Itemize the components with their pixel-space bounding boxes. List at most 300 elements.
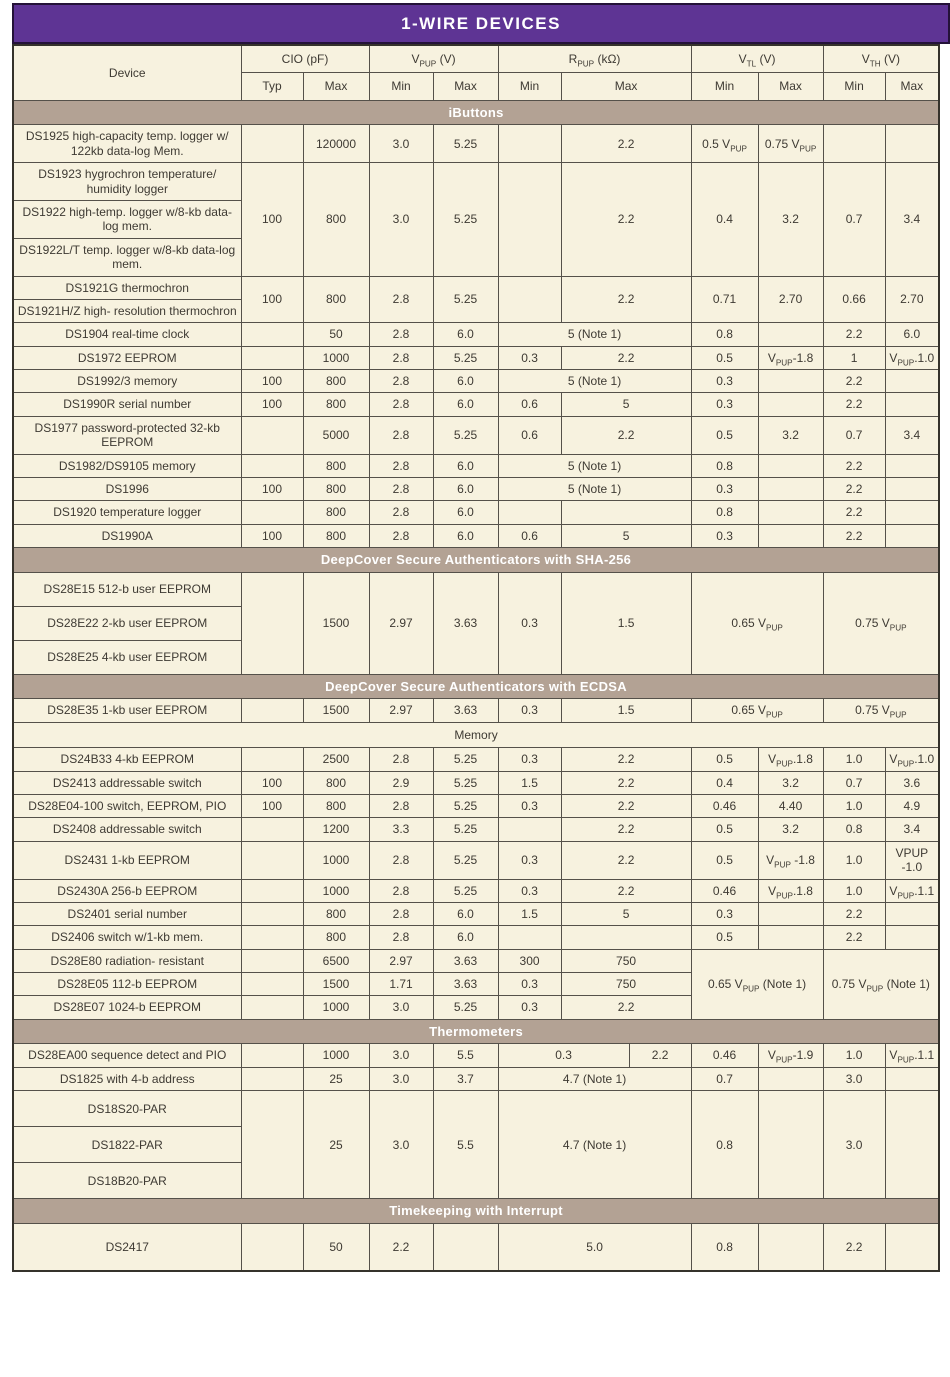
value-cell: 3.4 bbox=[885, 818, 939, 841]
section-band-row bbox=[13, 1199, 939, 1224]
value-cell: 0.8 bbox=[691, 454, 758, 477]
value-cell: 0.3 bbox=[498, 879, 561, 902]
value-cell: 2.8 bbox=[369, 276, 433, 323]
value-cell: 2.2 bbox=[823, 478, 885, 501]
value-cell: $V_{PUP}-1.8$ bbox=[758, 346, 823, 369]
value-cell: 6500 bbox=[303, 949, 369, 972]
value-cell: 5.5 bbox=[433, 1044, 498, 1067]
value-cell: 4.7 (Note 1) bbox=[498, 1067, 691, 1090]
value-cell bbox=[241, 501, 303, 524]
table-row bbox=[13, 370, 939, 393]
value-cell: 2.8 bbox=[369, 748, 433, 771]
value-cell: 120000 bbox=[303, 125, 369, 163]
value-cell: 0.5 $V_{PUP}$ bbox=[691, 125, 758, 163]
section-header: iButtons bbox=[13, 100, 939, 125]
value-cell: 5 (Note 1) bbox=[498, 323, 691, 346]
device-cell: DS2408 addressable switch bbox=[13, 818, 241, 841]
one-wire-devices-table bbox=[12, 44, 940, 1272]
value-cell: 800 bbox=[303, 478, 369, 501]
value-cell: 5.25 bbox=[433, 841, 498, 879]
value-cell: 4.9 bbox=[885, 794, 939, 817]
device-cell: DS1904 real-time clock bbox=[13, 323, 241, 346]
value-cell: 2.2 bbox=[823, 323, 885, 346]
table-row bbox=[13, 416, 939, 454]
value-cell: 1.5 bbox=[498, 902, 561, 925]
value-cell: 0.3 bbox=[498, 996, 561, 1019]
value-cell: 2.97 bbox=[369, 949, 433, 972]
value-cell: 1000 bbox=[303, 346, 369, 369]
value-cell bbox=[885, 501, 939, 524]
value-cell bbox=[758, 902, 823, 925]
value-cell: 2.8 bbox=[369, 879, 433, 902]
value-cell: 3.6 bbox=[885, 771, 939, 794]
table-row bbox=[13, 1067, 939, 1090]
value-cell: 0.8 bbox=[691, 1091, 758, 1199]
value-cell bbox=[885, 902, 939, 925]
value-cell: 100 bbox=[241, 771, 303, 794]
value-cell bbox=[758, 323, 823, 346]
value-cell: 6.0 bbox=[885, 323, 939, 346]
value-cell: 4.40 bbox=[758, 794, 823, 817]
value-cell bbox=[561, 501, 691, 524]
value-cell: 0.71 bbox=[691, 276, 758, 323]
table-row bbox=[13, 841, 939, 879]
value-cell: 2.2 bbox=[561, 748, 691, 771]
value-cell bbox=[498, 276, 561, 323]
section-band-row bbox=[13, 722, 939, 747]
value-cell bbox=[241, 1067, 303, 1090]
col-header-device: Device bbox=[13, 45, 241, 100]
section-header: DeepCover Secure Authenticators with SHA-256 bbox=[13, 548, 939, 573]
device-cell: DS28E04-100 switch, EEPROM, PIO bbox=[13, 794, 241, 817]
table-row bbox=[13, 572, 939, 606]
value-cell: 2.2 bbox=[823, 902, 885, 925]
value-cell: 3.0 bbox=[369, 163, 433, 276]
value-cell: 5.25 bbox=[433, 416, 498, 454]
device-cell: DS1825 with 4-b address bbox=[13, 1067, 241, 1090]
device-cell: DS2431 1-kb EEPROM bbox=[13, 841, 241, 879]
header-group-row bbox=[13, 45, 939, 73]
value-cell: 5 bbox=[561, 524, 691, 547]
value-cell bbox=[885, 393, 939, 416]
value-cell bbox=[561, 926, 691, 949]
value-cell bbox=[241, 973, 303, 996]
value-cell: 0.3 bbox=[498, 794, 561, 817]
value-cell: 0.65 $V_{PUP}$ bbox=[691, 572, 823, 674]
value-cell: 1.0 bbox=[823, 794, 885, 817]
col-group-cio: CIO (pF) bbox=[241, 45, 369, 73]
value-cell: 5 (Note 1) bbox=[498, 454, 691, 477]
value-cell: 5.25 bbox=[433, 794, 498, 817]
section-band-row bbox=[13, 674, 939, 699]
device-cell: DS1925 high-capacity temp. logger w/ 122kb data-log Mem. bbox=[13, 125, 241, 163]
device-cell: DS28E15 512-b user EEPROM bbox=[13, 572, 241, 606]
value-cell: 1.5 bbox=[498, 771, 561, 794]
value-cell: 800 bbox=[303, 163, 369, 276]
value-cell: 2.2 bbox=[369, 1223, 433, 1271]
value-cell bbox=[498, 125, 561, 163]
device-cell: DS28E80 radiation- resistant bbox=[13, 949, 241, 972]
value-cell: 2.2 bbox=[561, 794, 691, 817]
value-cell: 5.25 bbox=[433, 125, 498, 163]
device-cell: DS1921G thermochron bbox=[13, 276, 241, 299]
table-row bbox=[13, 276, 939, 299]
value-cell: 2.2 bbox=[561, 818, 691, 841]
table-title: 1-WIRE DEVICES bbox=[12, 3, 950, 44]
value-cell: 5 bbox=[561, 393, 691, 416]
col-group-vpup: $V_{PUP}$ (V) bbox=[369, 45, 498, 73]
table-row bbox=[13, 748, 939, 771]
value-cell: 1 bbox=[823, 346, 885, 369]
value-cell bbox=[885, 125, 939, 163]
value-cell: 2.8 bbox=[369, 501, 433, 524]
value-cell: 6.0 bbox=[433, 902, 498, 925]
value-cell: 6.0 bbox=[433, 501, 498, 524]
value-cell: 3.63 bbox=[433, 699, 498, 722]
value-cell bbox=[885, 454, 939, 477]
value-cell: 2.2 bbox=[823, 524, 885, 547]
value-cell: 6.0 bbox=[433, 370, 498, 393]
device-cell: DS24B33 4-kb EEPROM bbox=[13, 748, 241, 771]
col-header-vth-min: Min bbox=[823, 73, 885, 100]
value-cell bbox=[885, 524, 939, 547]
device-cell: DS2406 switch w/1-kb mem. bbox=[13, 926, 241, 949]
device-cell: DS1921H/Z high- resolution thermochron bbox=[13, 299, 241, 322]
value-cell: 1.0 bbox=[823, 841, 885, 879]
value-cell: 2.8 bbox=[369, 926, 433, 949]
col-header-vpup-min: Min bbox=[369, 73, 433, 100]
value-cell: 0.8 bbox=[691, 501, 758, 524]
value-cell: 0.6 bbox=[498, 524, 561, 547]
value-cell: 3.2 bbox=[758, 416, 823, 454]
value-cell: 800 bbox=[303, 794, 369, 817]
value-cell: 5000 bbox=[303, 416, 369, 454]
value-cell bbox=[758, 370, 823, 393]
value-cell: 800 bbox=[303, 771, 369, 794]
value-cell: 1000 bbox=[303, 879, 369, 902]
value-cell: 0.65 $V_{PUP}$ bbox=[691, 699, 823, 722]
value-cell: $V_{PUP}.1.8$ bbox=[758, 879, 823, 902]
value-cell: 2.8 bbox=[369, 902, 433, 925]
device-cell: DS28EA00 sequence detect and PIO bbox=[13, 1044, 241, 1067]
value-cell bbox=[241, 416, 303, 454]
value-cell: 0.3 bbox=[691, 478, 758, 501]
table-body bbox=[13, 100, 939, 1271]
value-cell: 2.2 bbox=[561, 416, 691, 454]
value-cell: 750 bbox=[561, 949, 691, 972]
value-cell: 2.8 bbox=[369, 323, 433, 346]
value-cell: 800 bbox=[303, 370, 369, 393]
device-cell: DS28E05 112-b EEPROM bbox=[13, 973, 241, 996]
value-cell bbox=[433, 1223, 498, 1271]
value-cell: 0.7 bbox=[823, 163, 885, 276]
col-group-vtl: $V_{TL}$ (V) bbox=[691, 45, 823, 73]
value-cell: 5.0 bbox=[498, 1223, 691, 1271]
value-cell: 2.2 bbox=[561, 771, 691, 794]
value-cell: 1500 bbox=[303, 699, 369, 722]
value-cell: 5.25 bbox=[433, 748, 498, 771]
value-cell: $V_{PUP}.1.1$ bbox=[885, 1044, 939, 1067]
device-cell: DS1922 high-temp. logger w/8-kb data-log mem. bbox=[13, 200, 241, 238]
value-cell: 3.63 bbox=[433, 949, 498, 972]
device-cell: DS1982/DS9105 memory bbox=[13, 454, 241, 477]
value-cell: 6.0 bbox=[433, 524, 498, 547]
device-cell: DS1977 password-protected 32-kb EEPROM bbox=[13, 416, 241, 454]
value-cell: 1000 bbox=[303, 996, 369, 1019]
value-cell: 3.4 bbox=[885, 163, 939, 276]
value-cell: 0.5 bbox=[691, 926, 758, 949]
value-cell: 0.46 bbox=[691, 794, 758, 817]
value-cell: 1000 bbox=[303, 1044, 369, 1067]
value-cell bbox=[241, 454, 303, 477]
value-cell: 1200 bbox=[303, 818, 369, 841]
value-cell bbox=[758, 1067, 823, 1090]
device-cell: DS18B20-PAR bbox=[13, 1163, 241, 1199]
device-cell: DS2430A 256-b EEPROM bbox=[13, 879, 241, 902]
value-cell: 0.4 bbox=[691, 163, 758, 276]
device-cell: DS1822-PAR bbox=[13, 1127, 241, 1163]
value-cell bbox=[241, 1091, 303, 1199]
value-cell: 6.0 bbox=[433, 454, 498, 477]
value-cell: $V_{PUP}-1.9$ bbox=[758, 1044, 823, 1067]
value-cell: 1.0 bbox=[823, 1044, 885, 1067]
value-cell: 1.0 bbox=[823, 879, 885, 902]
value-cell bbox=[241, 748, 303, 771]
table-row bbox=[13, 818, 939, 841]
value-cell bbox=[241, 949, 303, 972]
value-cell: 2500 bbox=[303, 748, 369, 771]
value-cell: 1000 bbox=[303, 841, 369, 879]
table-row bbox=[13, 454, 939, 477]
device-cell: DS28E07 1024-b EEPROM bbox=[13, 996, 241, 1019]
value-cell: 3.2 bbox=[758, 818, 823, 841]
value-cell: 100 bbox=[241, 524, 303, 547]
value-cell: 2.2 bbox=[561, 996, 691, 1019]
value-cell: $V_{PUP}.1.0$ bbox=[885, 346, 939, 369]
value-cell: 2.2 bbox=[629, 1044, 691, 1067]
table-row bbox=[13, 125, 939, 163]
value-cell: 0.6 bbox=[498, 393, 561, 416]
value-cell: 0.5 bbox=[691, 416, 758, 454]
value-cell: 5 bbox=[561, 902, 691, 925]
value-cell: 0.3 bbox=[691, 393, 758, 416]
device-cell: DS2401 serial number bbox=[13, 902, 241, 925]
value-cell bbox=[498, 501, 561, 524]
table-row bbox=[13, 393, 939, 416]
value-cell: 5.25 bbox=[433, 879, 498, 902]
value-cell: VPUP -1.0 bbox=[885, 841, 939, 879]
value-cell bbox=[241, 323, 303, 346]
value-cell: 3.2 bbox=[758, 163, 823, 276]
value-cell: 0.7 bbox=[691, 1067, 758, 1090]
value-cell: 2.8 bbox=[369, 416, 433, 454]
value-cell: 3.0 bbox=[369, 1044, 433, 1067]
value-cell: 0.46 bbox=[691, 879, 758, 902]
value-cell: 5.25 bbox=[433, 276, 498, 323]
value-cell: 300 bbox=[498, 949, 561, 972]
value-cell: 0.75 $V_{PUP}$ bbox=[823, 699, 939, 722]
value-cell: 100 bbox=[241, 276, 303, 323]
device-cell: DS28E25 4-kb user EEPROM bbox=[13, 640, 241, 674]
value-cell bbox=[885, 1091, 939, 1199]
value-cell: 2.2 bbox=[823, 454, 885, 477]
value-cell: 800 bbox=[303, 926, 369, 949]
value-cell: 100 bbox=[241, 163, 303, 276]
value-cell: 3.7 bbox=[433, 1067, 498, 1090]
value-cell: 0.8 bbox=[691, 1223, 758, 1271]
device-cell: DS2413 addressable switch bbox=[13, 771, 241, 794]
col-header-vpup-max: Max bbox=[433, 73, 498, 100]
col-group-vth: $V_{TH}$ (V) bbox=[823, 45, 939, 73]
value-cell: 6.0 bbox=[433, 393, 498, 416]
value-cell: 2.8 bbox=[369, 393, 433, 416]
value-cell: 0.5 bbox=[691, 748, 758, 771]
value-cell: 5 (Note 1) bbox=[498, 370, 691, 393]
section-header: DeepCover Secure Authenticators with ECDSA bbox=[13, 674, 939, 699]
value-cell bbox=[241, 699, 303, 722]
value-cell: 3.0 bbox=[369, 1091, 433, 1199]
value-cell: 0.8 bbox=[823, 818, 885, 841]
value-cell: 800 bbox=[303, 524, 369, 547]
table-row bbox=[13, 1223, 939, 1271]
value-cell bbox=[241, 902, 303, 925]
table-row bbox=[13, 879, 939, 902]
value-cell: 100 bbox=[241, 370, 303, 393]
device-cell: DS1990R serial number bbox=[13, 393, 241, 416]
col-header-cio-max: Max bbox=[303, 73, 369, 100]
value-cell bbox=[758, 1223, 823, 1271]
value-cell: 100 bbox=[241, 393, 303, 416]
value-cell bbox=[758, 1091, 823, 1199]
value-cell: 1.71 bbox=[369, 973, 433, 996]
value-cell: 2.2 bbox=[823, 926, 885, 949]
value-cell: 6.0 bbox=[433, 926, 498, 949]
value-cell: 2.8 bbox=[369, 841, 433, 879]
device-cell: DS28E22 2-kb user EEPROM bbox=[13, 606, 241, 640]
value-cell: 3.0 bbox=[823, 1067, 885, 1090]
value-cell: 2.2 bbox=[561, 346, 691, 369]
value-cell: 5.25 bbox=[433, 163, 498, 276]
value-cell: 1.5 bbox=[561, 699, 691, 722]
value-cell: 5.25 bbox=[433, 818, 498, 841]
table-row bbox=[13, 902, 939, 925]
value-cell: 2.2 bbox=[823, 501, 885, 524]
value-cell: 3.63 bbox=[433, 973, 498, 996]
value-cell: 2.2 bbox=[823, 393, 885, 416]
value-cell: 3.3 bbox=[369, 818, 433, 841]
value-cell: 0.7 bbox=[823, 771, 885, 794]
value-cell: 0.8 bbox=[691, 323, 758, 346]
value-cell: 0.5 bbox=[691, 841, 758, 879]
value-cell: 0.5 bbox=[691, 818, 758, 841]
value-cell: 0.3 bbox=[498, 973, 561, 996]
table-row bbox=[13, 163, 939, 201]
col-header-cio-typ: Typ bbox=[241, 73, 303, 100]
value-cell: 0.6 bbox=[498, 416, 561, 454]
value-cell bbox=[885, 926, 939, 949]
value-cell: 2.8 bbox=[369, 370, 433, 393]
value-cell bbox=[241, 818, 303, 841]
device-cell: DS1990A bbox=[13, 524, 241, 547]
value-cell: 0.75 $V_{PUP}$ bbox=[823, 572, 939, 674]
value-cell: 800 bbox=[303, 902, 369, 925]
device-cell: DS1992/3 memory bbox=[13, 370, 241, 393]
col-header-vth-max: Max bbox=[885, 73, 939, 100]
value-cell: 2.70 bbox=[758, 276, 823, 323]
value-cell: 800 bbox=[303, 393, 369, 416]
value-cell: 100 bbox=[241, 794, 303, 817]
device-cell: DS1920 temperature logger bbox=[13, 501, 241, 524]
table-row bbox=[13, 949, 939, 972]
col-group-rpup: $R_{PUP}$ (kΩ) bbox=[498, 45, 691, 73]
table-row bbox=[13, 699, 939, 722]
value-cell: 0.5 bbox=[691, 346, 758, 369]
value-cell: 0.3 bbox=[498, 699, 561, 722]
value-cell: 25 bbox=[303, 1067, 369, 1090]
col-header-vtl-max: Max bbox=[758, 73, 823, 100]
value-cell bbox=[241, 926, 303, 949]
value-cell: 4.7 (Note 1) bbox=[498, 1091, 691, 1199]
value-cell bbox=[758, 926, 823, 949]
device-cell: DS1996 bbox=[13, 478, 241, 501]
col-header-vtl-min: Min bbox=[691, 73, 758, 100]
value-cell: 2.8 bbox=[369, 478, 433, 501]
value-cell bbox=[885, 370, 939, 393]
table-header bbox=[13, 45, 939, 100]
value-cell: 5.25 bbox=[433, 771, 498, 794]
value-cell: 6.0 bbox=[433, 323, 498, 346]
device-cell: DS2417 bbox=[13, 1223, 241, 1271]
value-cell: 0.75 $V_{PUP}$ bbox=[758, 125, 823, 163]
value-cell: 5.25 bbox=[433, 346, 498, 369]
value-cell bbox=[885, 1223, 939, 1271]
value-cell: $V_{PUP}.1.0$ bbox=[885, 748, 939, 771]
value-cell bbox=[241, 1044, 303, 1067]
value-cell: 800 bbox=[303, 501, 369, 524]
value-cell: 1.5 bbox=[561, 572, 691, 674]
col-header-rpup-min: Min bbox=[498, 73, 561, 100]
value-cell bbox=[241, 1223, 303, 1271]
value-cell bbox=[241, 125, 303, 163]
value-cell bbox=[498, 163, 561, 276]
value-cell: 5 (Note 1) bbox=[498, 478, 691, 501]
section-band-row bbox=[13, 1019, 939, 1044]
value-cell: 3.4 bbox=[885, 416, 939, 454]
value-cell: 0.7 bbox=[823, 416, 885, 454]
value-cell bbox=[758, 454, 823, 477]
table-row bbox=[13, 501, 939, 524]
device-cell: DS28E35 1-kb user EEPROM bbox=[13, 699, 241, 722]
value-cell: 0.3 bbox=[498, 572, 561, 674]
value-cell: 2.2 bbox=[561, 276, 691, 323]
value-cell bbox=[241, 572, 303, 674]
value-cell: 6.0 bbox=[433, 478, 498, 501]
value-cell bbox=[498, 926, 561, 949]
value-cell: 2.8 bbox=[369, 346, 433, 369]
value-cell: 0.66 bbox=[823, 276, 885, 323]
value-cell: 3.0 bbox=[369, 125, 433, 163]
value-cell bbox=[885, 1067, 939, 1090]
value-cell: 50 bbox=[303, 1223, 369, 1271]
value-cell: 0.3 bbox=[691, 524, 758, 547]
section-band-row bbox=[13, 100, 939, 125]
value-cell: 0.3 bbox=[498, 748, 561, 771]
value-cell: 3.0 bbox=[369, 996, 433, 1019]
value-cell: 3.0 bbox=[823, 1091, 885, 1199]
value-cell: 2.9 bbox=[369, 771, 433, 794]
value-cell bbox=[241, 879, 303, 902]
value-cell: 750 bbox=[561, 973, 691, 996]
